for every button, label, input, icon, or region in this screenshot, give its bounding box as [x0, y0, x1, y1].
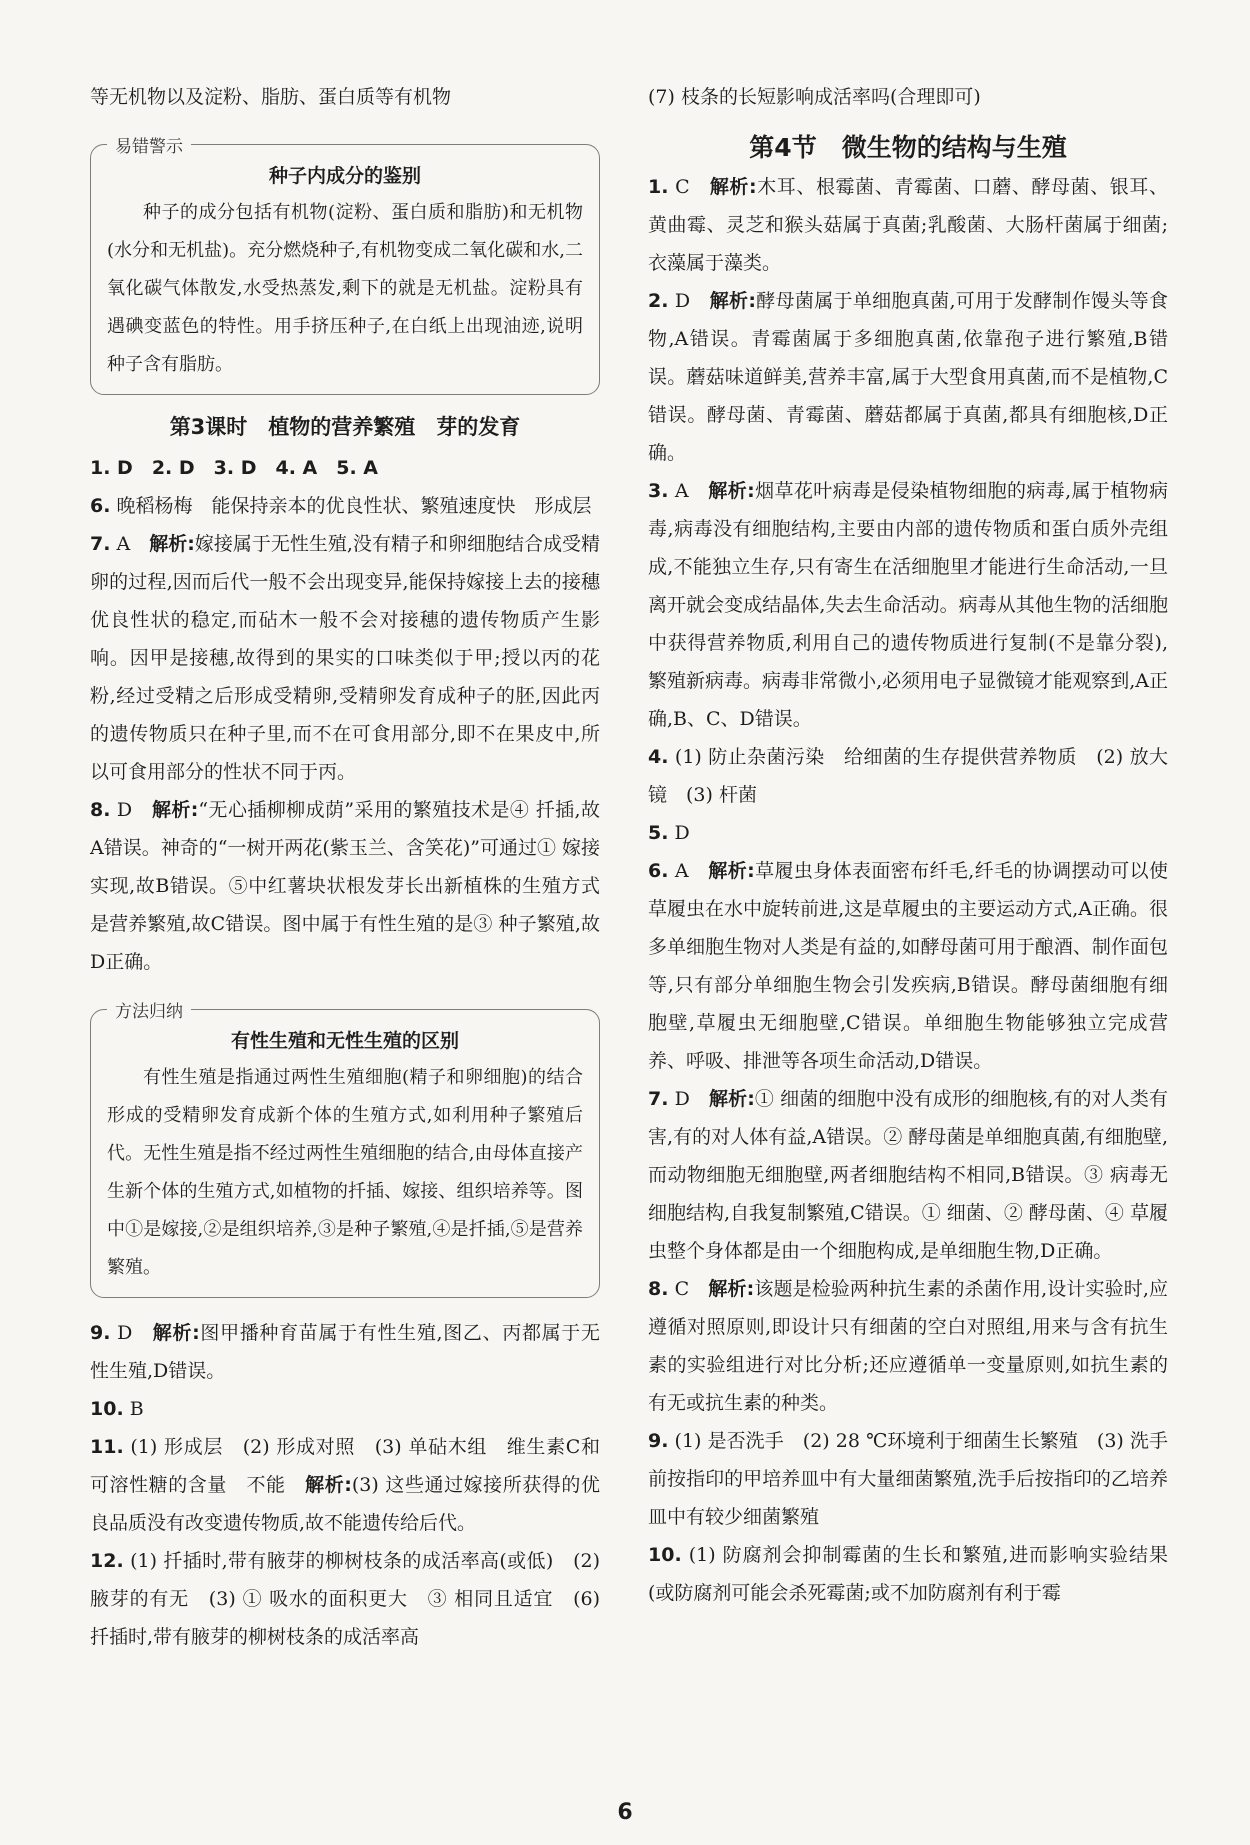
question-9: 9. (1) 是否洗手 (2) 28 ℃环境利于细菌生长繁殖 (3) 洗手前按指印的甲培养皿中有大量细菌繁殖,洗手后按指印的乙培养皿中有较少细菌繁殖 — [648, 1430, 1168, 1528]
chapter-title: 第4节 微生物的结构与生殖 — [749, 133, 1067, 162]
box-tag: 易错警示 — [107, 132, 191, 157]
box-body: 种子的成分包括有机物(淀粉、蛋白质和脂肪)和无机物(水分和无机盐)。充分燃烧种子,有机物变成二氧化碳和水,二氧化碳气体散发,水受热蒸发,剩下的就是无机盐。淀粉具有遇碘变蓝色的特性。用手挤压种子,在白纸上出现油迹,说明种子含有脂肪。 — [107, 202, 583, 375]
question-11: 11. (1) 形成层 (2) 形成对照 (3) 单砧木组 维生素C和可溶性糖的含量 不能 解析:(3) 这些通过嫁接所获得的优良品质没有改变遗传物质,故不能遗传给后代。 — [90, 1436, 600, 1534]
mistake-warning-box — [90, 137, 600, 395]
box-tag: 方法归纳 — [107, 997, 191, 1022]
question-2: 2. D 解析:酵母菌属于单细胞真菌,可用于发酵制作馒头等食物,A错误。青霉菌属于多细胞真菌,依靠孢子进行繁殖,B错误。蘑菇味道鲜美,营养丰富,属于大型食用真菌,而不是植物,C错误。酵母菌、青霉菌、蘑菇都属于真菌,都具有细胞核,D正确。 — [648, 290, 1168, 464]
section-title: 第3课时 植物的营养繁殖 芽的发育 — [169, 415, 521, 439]
question-10: 10. B — [90, 1398, 144, 1420]
box-title: 有性生殖和无性生殖的区别 — [230, 1030, 459, 1052]
question-4: 4. (1) 防止杂菌污染 给细菌的生存提供营养物质 (2) 放大镜 (3) 杆菌 — [648, 746, 1168, 806]
question-1: 1. C 解析:木耳、根霉菌、青霉菌、口蘑、酵母菌、银耳、黄曲霉、灵芝和猴头菇属于真菌;乳酸菌、大肠杆菌属于细菌;衣藻属于藻类。 — [648, 176, 1168, 274]
question-3: 3. A 解析:烟草花叶病毒是侵染植物细胞的病毒,属于植物病毒,病毒没有细胞结构,主要由内部的遗传物质和蛋白质外壳组成,不能独立生存,只有寄生在活细胞里才能进行生命活动,一旦离开就会变成结晶体,失去生命活动。病毒从其他生物的活细胞中获得营养物质,利用自己的遗传物质进行复制(不是靠分裂),繁殖新病毒。病毒非常微小,必须用电子显微镜才能观察到,A正确,B、C、D错误。 — [648, 480, 1168, 730]
method-summary-box — [90, 1002, 600, 1298]
q7-continuation: (7) 枝条的长短影响成活率吗(合理即可) — [648, 86, 981, 108]
question-12: 12. (1) 扦插时,带有腋芽的柳树枝条的成活率高(或低) (2) 腋芽的有无 (3) ① 吸水的面积更大 ③ 相同且适宜 (6) 扦插时,带有腋芽的柳树枝条的成活率高 — [90, 1550, 600, 1648]
intro-line: 等无机物以及淀粉、脂肪、蛋白质等有机物 — [90, 86, 452, 108]
question-6: 6. A 解析:草履虫身体表面密布纤毛,纤毛的协调摆动可以使草履虫在水中旋转前进,这是草履虫的主要运动方式,A正确。很多单细胞生物对人类是有益的,如酵母菌可用于酿酒、制作面包等,只有部分单细胞生物会引发疾病,B错误。酵母菌细胞有细胞壁,草履虫无细胞壁,C错误。单细胞生物能够独立完成营养、呼吸、排泄等各项生命活动,D错误。 — [648, 860, 1168, 1072]
question-10: 10. (1) 防腐剂会抑制霉菌的生长和繁殖,进而影响实验结果(或防腐剂可能会杀死霉菌;或不加防腐剂有利于霉 — [648, 1544, 1168, 1604]
answers-1-5: 1. D 2. D 3. D 4. A 5. A — [90, 457, 378, 479]
question-8: 8. C 解析:该题是检验两种抗生素的杀菌作用,设计实验时,应遵循对照原则,即设计只有细菌的空白对照组,用来与含有抗生素的实验组进行对比分析;还应遵循单一变量原则,如抗生素的有无或抗生素的种类。 — [648, 1278, 1168, 1414]
question-6: 6. 晚稻杨梅 能保持亲本的优良性状、繁殖速度快 形成层 — [90, 495, 592, 517]
box-body: 有性生殖是指通过两性生殖细胞(精子和卵细胞)的结合形成的受精卵发育成新个体的生殖方式,如利用种子繁殖后代。无性生殖是指不经过两性生殖细胞的结合,由母体直接产生新个体的生殖方式,如植物的扦插、嫁接、组织培养等。图中①是嫁接,②是组织培养,③是种子繁殖,④是扦插,⑤是营养繁殖。 — [107, 1067, 583, 1278]
right-column — [648, 78, 1168, 1612]
box-title: 种子内成分的鉴别 — [268, 165, 421, 187]
question-5: 5. D — [648, 822, 690, 844]
question-8: 8. D 解析:“无心插柳柳成荫”采用的繁殖技术是④ 扦插,故A错误。神奇的“一树开两花(紫玉兰、含笑花)”可通过① 嫁接实现,故B错误。⑤中红薯块状根发芽长出新植株的生殖方式是营养繁殖,故C错误。图中属于有性生殖的是③ 种子繁殖,故D正确。 — [90, 799, 601, 973]
question-7: 7. D 解析:① 细菌的细胞中没有成形的细胞核,有的对人类有害,有的对人体有益,A错误。② 酵母菌是单细胞真菌,有细胞壁,而动物细胞无细胞壁,两者细胞结构不相同,B错误。③ 病毒无细胞结构,自我复制繁殖,C错误。① 细菌、② 酵母菌、④ 草履虫整个身体都是由一个细胞构成,是单细胞生物,D正确。 — [648, 1088, 1168, 1262]
question-9: 9. D 解析:图甲播种育苗属于有性生殖,图乙、丙都属于无性生殖,D错误。 — [90, 1322, 600, 1382]
left-column — [90, 78, 600, 1656]
question-7: 7. A 解析:嫁接属于无性生殖,没有精子和卵细胞结合成受精卵的过程,因而后代一般不会出现变异,能保持嫁接上去的接穗优良性状的稳定,而砧木一般不会对接穗的遗传物质产生影响。因甲是接穗,故得到的果实的口味类似于甲;授以丙的花粉,经过受精之后形成受精卵,受精卵发育成种子的胚,因此丙的遗传物质只在种子里,而不在可食用部分,即不在果皮中,所以可食用部分的性状不同于丙。 — [90, 533, 600, 783]
page-number: 6 — [617, 1800, 633, 1825]
